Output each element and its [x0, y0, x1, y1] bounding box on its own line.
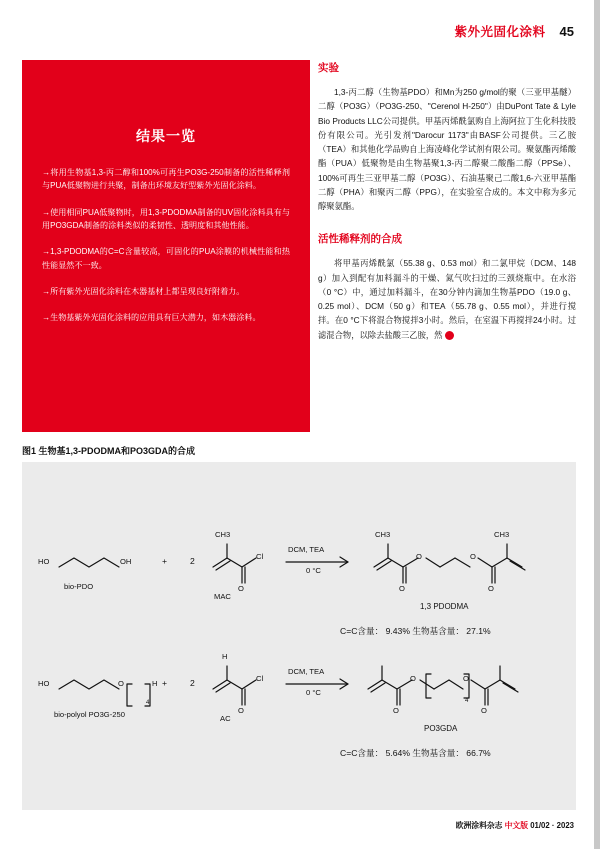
label-o-prod1-b: O — [399, 584, 405, 593]
label-product-pdodma: 1,3 PDODMA — [420, 602, 469, 611]
label-mac: MAC — [214, 592, 231, 601]
label-ho-left-r1: HO — [38, 557, 50, 566]
footer-magazine: 欧洲涂料杂志 — [455, 821, 503, 830]
label-h-r2: H — [152, 679, 158, 688]
label-o-prod2-b: O — [393, 706, 399, 715]
section-title-experiment: 实验 — [318, 62, 339, 74]
label-o-prod2-a: O — [410, 674, 416, 683]
label-o-prod1-d: O — [488, 584, 494, 593]
label-ch3-prod1-right: CH3 — [494, 530, 510, 539]
label-repeat-index-r2: 4 — [146, 700, 150, 706]
label-o-r2: O — [118, 679, 124, 688]
label-plus-r1: + — [162, 556, 168, 566]
summary-box — [22, 60, 310, 432]
page-number: 45 — [559, 24, 574, 39]
label-plus-r2: + — [162, 678, 168, 688]
label-condition-r1: DCM, TEA — [288, 545, 325, 554]
label-condition-r2: DCM, TEA — [288, 667, 325, 676]
experiment-paragraph: 1,3-丙二醇（生物基PDO）和Mn为250 g/mol的聚（三亚甲基醚）二醇（PO3G）（PO3G-250、"Cerenol H-250"）由DuPont Tate & Lyle Bio Products LLC公司提供。甲基丙烯酰氯购自上海阿拉丁生化科技股份有限公司。光引发剂"Darocur 1173"由BASF公司提供。三乙胺（TEA）和其他化学品购自上海凌峰化学试剂有限公司。聚氨酯丙烯酸酯（PUA）低聚物是由生物基聚1,3-丙二醇聚二酸酯二醇（PPSe）、100%可再生三亚甲基二醇（PO3G）、石油基聚己二酸1,6-六亚甲基酯二醇（PHA）和聚丙二醇（PPG），在实验室合成的。本文中称为多元醇聚氨酯。 — [318, 87, 576, 212]
label-stoich-r2: 2 — [190, 678, 195, 688]
label-product-po3gda: PO3GDA — [424, 724, 458, 733]
page-footer — [456, 820, 574, 831]
label-bio-pdo: bio-PDO — [64, 582, 94, 591]
label-h-ac: H — [222, 652, 228, 661]
header-title: 紫外光固化涂料 — [454, 25, 546, 39]
summary-bullet: →生物基紫外光固化涂料的应用具有巨大潜力，如木器涂料。 — [42, 313, 261, 323]
page-header — [455, 22, 574, 40]
label-o-prod1-a: O — [416, 552, 422, 561]
body-text-column — [318, 60, 576, 351]
label-oh-right-r1: OH — [120, 557, 132, 566]
label-repeat-index-prod2: 4 — [465, 698, 469, 704]
footer-issue: 01/02 · 2023 — [530, 821, 574, 830]
label-o-mac: O — [238, 584, 244, 593]
label-ac: AC — [220, 714, 231, 723]
label-cl-ac: Cl — [256, 674, 264, 683]
page-edge-bar — [594, 0, 600, 849]
summary-bullet: →所有紫外光固化涂料在木器基材上都呈现良好附着力。 — [42, 287, 245, 297]
label-ho-left-r2: HO — [38, 679, 50, 688]
label-cl-mac: Cl — [256, 552, 264, 561]
summary-heading: 结果一览 — [136, 128, 196, 144]
summary-bullet: →使用相同PUA低聚物时，用1,3-PDODMA制备的UV固化涂料具有与用PO3GDA制备的涂料类似的柔韧性、透明度和其他性能。 — [42, 207, 290, 231]
synthesis-paragraph — [318, 256, 576, 342]
result-row2: C=C含量： 5.64% 生物基含量： 66.7% — [340, 748, 491, 758]
summary-bullet: →1,3-PDODMA的C=C含量较高，可固化的PUA涂膜的机械性能和热性能显然不一致。 — [42, 247, 290, 270]
label-bio-polyol: bio-polyol PO3G-250 — [54, 710, 125, 719]
label-ch3-prod1-left: CH3 — [375, 530, 391, 539]
label-o-ac: O — [238, 706, 244, 715]
label-stoich-r1: 2 — [190, 556, 195, 566]
label-o-prod1-c: O — [470, 552, 476, 561]
summary-bullet: →将用生物基1,3-丙二醇和100%可再生PO3G-250制备的活性稀释剂与PUA低聚物进行共聚，制备出环境友好型紫外光固化涂料。 — [42, 168, 290, 191]
label-o-prod2-d: O — [481, 706, 487, 715]
result-row1: C=C含量： 9.43% 生物基含量： 27.1% — [340, 626, 491, 636]
label-temperature-r1: 0 °C — [306, 566, 321, 575]
label-o-prod2-c: O — [463, 674, 469, 683]
footer-edition: 中文版 — [504, 821, 529, 830]
label-temperature-r2: 0 °C — [306, 688, 321, 697]
reaction-scheme-svg — [22, 462, 576, 810]
figure-caption: 图1 生物基1,3-PDODMA和PO3GDA的合成 — [22, 446, 196, 456]
section-title-synthesis: 活性稀释剂的合成 — [318, 233, 402, 246]
continue-arrow-icon: ➤ — [445, 331, 454, 340]
synthesis-paragraph-text: 将甲基丙烯酰氯（55.38 g、0.53 mol）和二氯甲烷（DCM、148 g）加入到配有加料漏斗的干燥、氮气吹扫过的三颈烧瓶中。在水浴（0 °C）中，通过加料漏斗，在30分钟内滴加生物基PDO（19.0 g、0.25 mol）、DCM（50 g）和TEA（55.78 g、0.55 mol），并进行搅拌。在0 °C下将混合物搅拌3小时。然后，在室温下再搅拌24小时。过滤混合物，以除去盐酸三乙胺，然 — [318, 258, 576, 340]
figure-panel — [22, 462, 576, 810]
label-ch3-mac: CH3 — [215, 530, 231, 539]
